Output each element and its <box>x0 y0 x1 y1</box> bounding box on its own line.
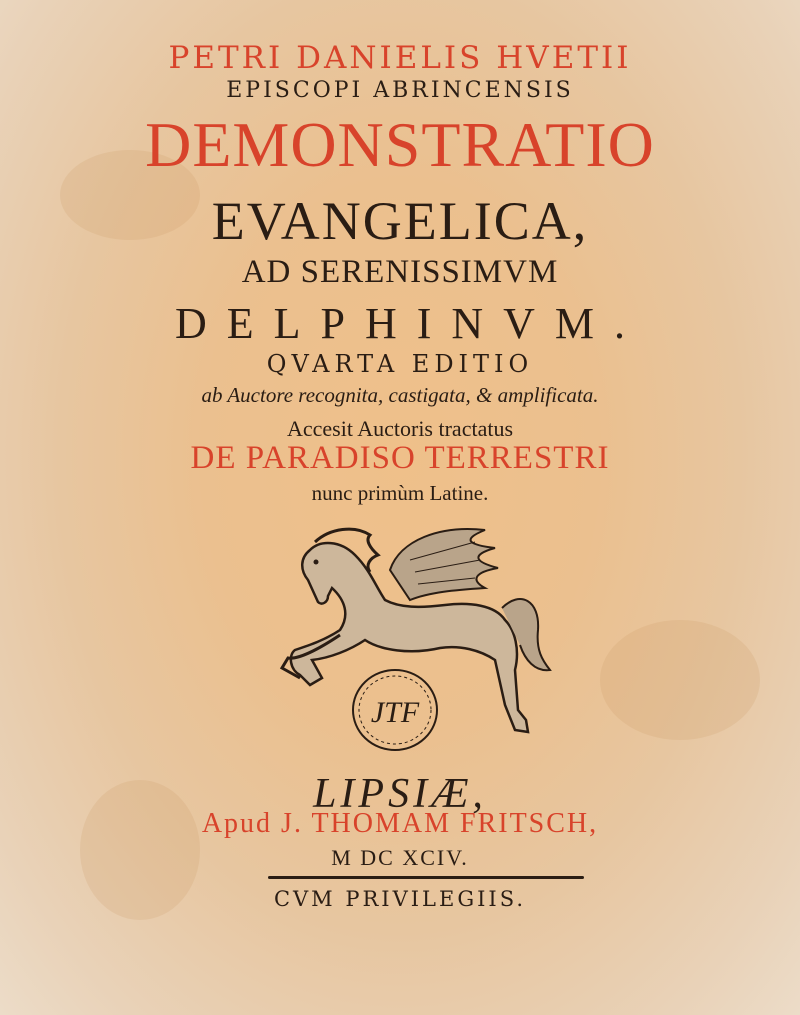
appendix-note: nunc primùm Latine. <box>311 481 489 505</box>
dedication-line-2: DELPHINVM. <box>174 299 646 348</box>
edition-note: ab Auctore recognita, castigata, & amplificata. <box>201 383 599 407</box>
dedication-line-1: AD SERENISSIMVM <box>241 254 559 290</box>
monogram: JTF <box>370 696 420 729</box>
paper-stain <box>600 620 760 740</box>
main-title-second-line: EVANGELICA, <box>211 191 589 251</box>
main-title: DEMONSTRATIO <box>145 109 655 180</box>
imprint-publisher: Apud J. THOMAM FRITSCH, <box>201 808 599 839</box>
author-line: PETRI DANIELIS HVETII <box>168 40 632 76</box>
author-title: EPISCOPI ABRINCENSIS <box>226 78 574 103</box>
divider-rule <box>268 876 584 879</box>
edition-line: QVARTA EDITIO <box>266 350 534 378</box>
pegasus-printer-device-icon <box>270 510 560 765</box>
privilege-line: CVM PRIVILEGIIS. <box>273 887 527 911</box>
imprint-place: LIPSIÆ, <box>313 771 487 817</box>
appendix-intro: Accesit Auctoris tractatus <box>286 416 514 441</box>
imprint-year: M DC XCIV. <box>331 845 469 870</box>
appendix-title: DE PARADISO TERRESTRI <box>190 440 610 476</box>
